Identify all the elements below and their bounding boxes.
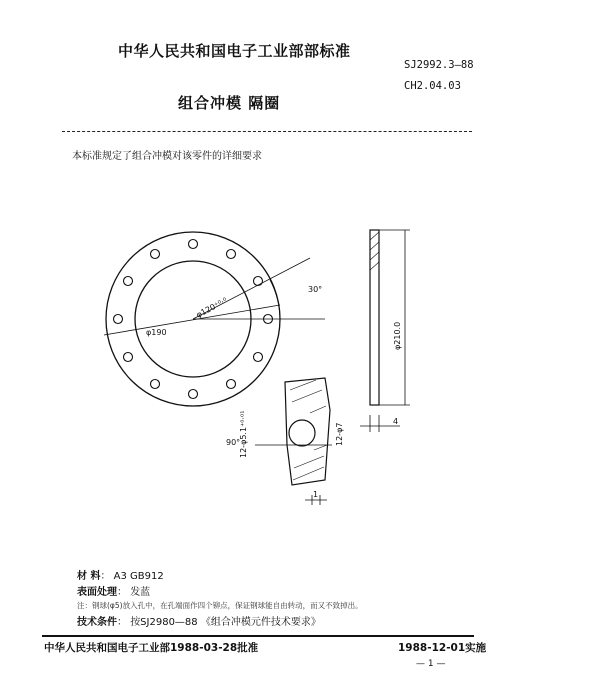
tech-row: 技术条件： 按SJ2980—88 《组合冲模元件技术要求》 xyxy=(77,617,321,628)
dim-angle-30: 30° xyxy=(308,285,323,294)
surface-label: 表面处理 xyxy=(77,587,117,598)
dim-angle-90: 90° xyxy=(226,438,241,447)
footer-divider xyxy=(42,635,474,637)
standard-code: SJ2992.3—88 xyxy=(404,59,474,71)
dim-hole-depth: 12-φ7 xyxy=(335,422,344,446)
section-detail xyxy=(285,378,330,485)
header-divider xyxy=(62,131,472,132)
page-number: — 1 — xyxy=(416,659,446,669)
assembly-note: 注：钢球(φ5)放入孔中，在孔端面作四个铆点，保证钢球能自由转动，而又不致掉出。 xyxy=(77,601,363,610)
implementation-date: 1988-12-01实施 xyxy=(398,642,487,654)
scope-statement: 本标准规定了组合冲模对该零件的详细要求 xyxy=(72,151,262,162)
surface-value: 发蓝 xyxy=(130,587,151,598)
issuing-organization: 中华人民共和国电子工业部部标准 xyxy=(118,42,351,60)
material-row: 材 料： A3 GB912 xyxy=(77,571,164,582)
tech-value: 按SJ2980—88 《组合冲模元件技术要求》 xyxy=(130,617,321,628)
technical-drawing xyxy=(80,210,520,510)
tech-label: 技术条件 xyxy=(77,617,117,628)
classification-code: CH2.04.03 xyxy=(404,80,461,92)
dim-inner-diameter: φ120⁺⁰·⁰ xyxy=(194,295,229,320)
dim-side-length: φ210.0 xyxy=(393,321,402,350)
dim-outer-diameter: φ190 xyxy=(146,328,167,337)
dim-hole-diameter: 12-φ5.1⁺⁰·⁰¹ xyxy=(239,410,248,458)
dim-thickness: 4 xyxy=(393,417,399,426)
surface-row: 表面处理： 发蓝 xyxy=(77,587,151,598)
document-title: 组合冲模 隔圈 xyxy=(178,94,281,112)
material-label: 材 料 xyxy=(77,571,101,582)
dim-detail-1: 1 xyxy=(313,490,319,499)
material-value: A3 GB912 xyxy=(113,571,164,582)
approval-statement: 中华人民共和国电子工业部1988-03-28批准 xyxy=(44,642,259,654)
